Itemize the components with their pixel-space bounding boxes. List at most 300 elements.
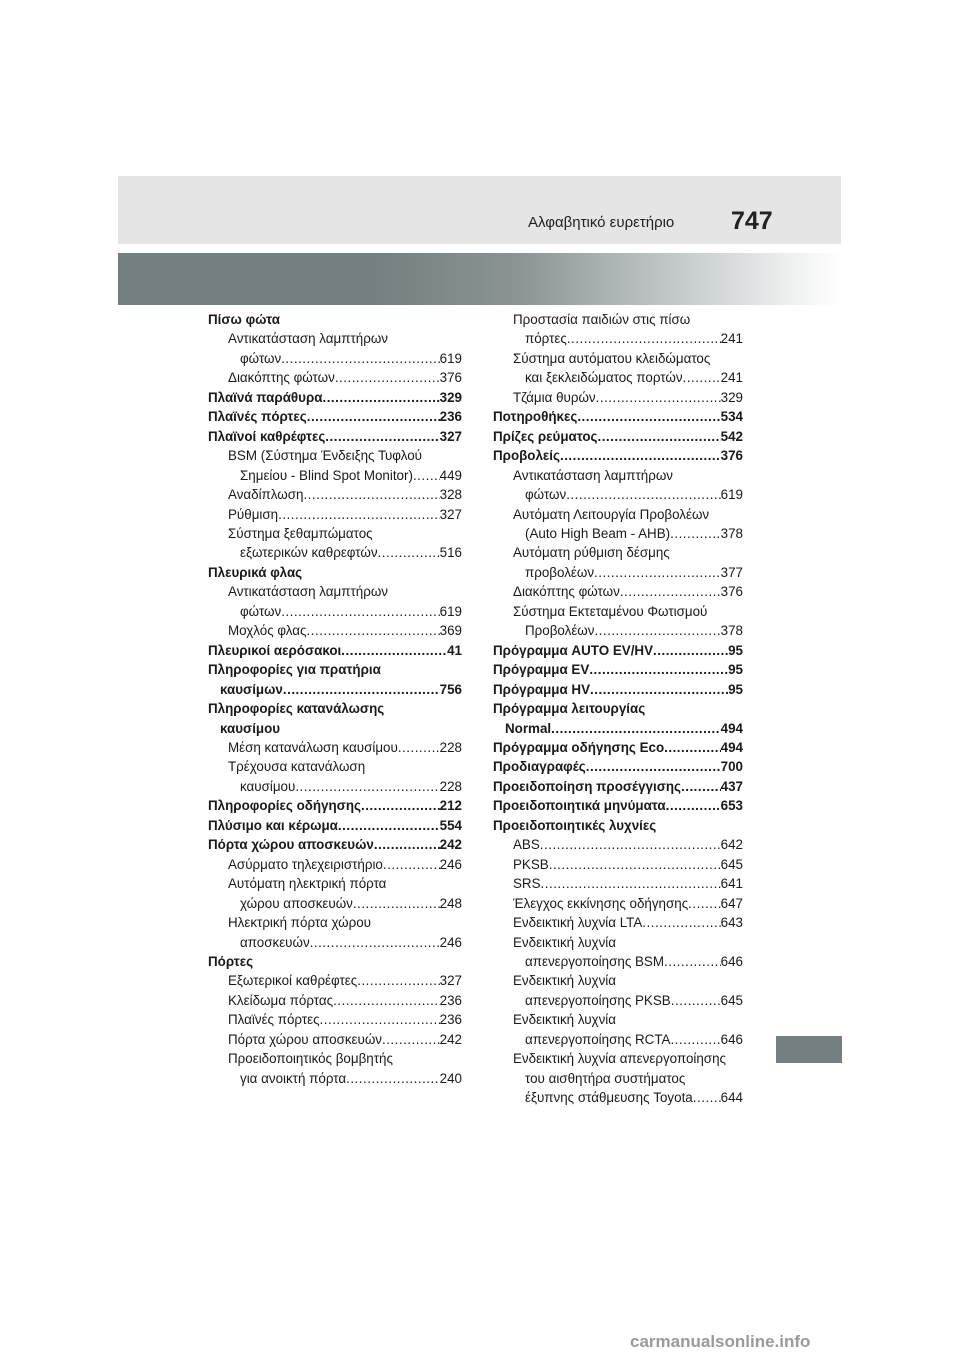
index-term: πόρτες [525,331,567,347]
index-entry [208,641,462,660]
index-entry [208,505,462,524]
index-term: εξωτερικών καθρεφτών [240,545,378,561]
index-term: έξυπνης στάθμευσης Toyota [525,1090,693,1106]
dot-leader [322,388,439,407]
index-entry [493,894,743,913]
index-page-ref: 228 [439,778,462,794]
dot-leader [597,427,720,446]
index-term: Πρόγραμμα EV [493,662,590,678]
index-term: απενεργοποίησης RCTA [525,1031,671,1047]
index-entry [493,777,743,796]
index-entry-line [228,738,462,757]
index-entry-line [228,1069,462,1088]
dot-leader [283,680,440,699]
index-entry-line [513,621,743,640]
index-page-ref: 240 [439,1070,462,1086]
index-page-ref: 376 [720,584,743,600]
index-entry [208,582,462,621]
index-term: (Auto High Beam - AHB) [525,525,671,541]
dot-leader [683,368,721,387]
index-term: Πόρτα χώρου αποσκευών [208,837,374,853]
index-term: Ρύθμιση [228,506,279,522]
index-term: Προειδοποιητικός βομβητής [228,1051,393,1067]
index-term: Ενδεικτική λυχνία [513,973,616,989]
index-entry [493,427,743,446]
index-term: και ξεκλειδώματος πορτών [525,370,683,386]
index-entry [493,680,743,699]
index-entry [493,1049,743,1107]
index-page-ref: 554 [439,817,462,833]
index-entry-line [493,738,743,757]
index-entry [493,796,743,815]
index-page-ref: 542 [720,428,743,444]
dot-leader [281,602,439,621]
index-term: Προδιαγραφές [493,759,586,775]
index-entry-line [228,368,462,387]
index-term: Ενδεικτική λυχνία απενεργοποίησης [513,1051,726,1067]
index-page-ref: 369 [439,623,462,639]
dot-leader [590,680,728,699]
index-term: Αυτόματη Λειτουργία Προβολέων [513,506,710,522]
index-entry [208,329,462,368]
dot-leader [567,329,721,348]
index-term: Πρόγραμμα λειτουργίας [493,701,646,717]
index-term: Πίσω φώτα [208,312,280,327]
index-page-ref: 376 [720,448,743,464]
index-column-right [493,310,743,1108]
index-entry-line [208,835,462,854]
index-page-ref: 228 [439,739,462,755]
index-term: Πλαϊνά παράθυρα [208,389,323,405]
index-term: Προβολέων [525,623,595,639]
index-entry-line [493,757,743,776]
index-term: Πλύσιμο και κέρωμα [208,817,338,833]
index-entry [208,660,462,699]
index-entry-line [513,1088,743,1107]
index-column-left [208,310,462,1088]
index-page-ref: 248 [439,895,462,911]
index-entry-line [513,1030,743,1049]
index-entry [493,660,743,679]
index-entry-line [513,952,743,971]
index-term: Μοχλός φλας [228,623,307,639]
index-entry-line [513,835,743,854]
dot-leader [398,738,440,757]
index-entry-line [513,524,743,543]
index-entry-line [228,971,462,990]
dot-leader [693,1088,721,1107]
index-entry-line [228,602,462,621]
section-gradient-bar [118,253,841,305]
index-page-ref: 376 [439,370,462,386]
index-entry [208,407,462,426]
index-term: Σύστημα αυτόματου κλειδώματος [513,350,711,366]
index-entry-line [493,680,743,699]
index-term: Αυτόματη ρύθμιση δέσμης [513,545,670,561]
dot-leader [586,757,721,776]
index-entry [493,582,743,601]
index-entry-line [513,329,743,348]
index-term: Πρόγραμμα AUTO EV/HV [493,642,654,658]
index-entry-line [513,485,743,504]
index-entry-line [208,796,462,815]
dot-leader [594,621,720,640]
index-entry-line [208,641,462,660]
index-entry-line [228,933,462,952]
index-entry-line [208,680,462,699]
index-page-ref: 236 [439,409,462,425]
index-term: αποσκευών [240,934,310,950]
dot-leader [278,505,440,524]
index-term: Διακόπτης φώτων [513,584,620,600]
index-page-ref: 378 [720,623,743,639]
dot-leader [378,543,440,562]
dot-leader [310,933,440,952]
index-entry [493,933,743,972]
index-page-ref: 700 [720,759,743,775]
index-term: Πληροφορίες κατανάλωσης [208,701,385,717]
index-entry-line [208,388,462,407]
index-term: προβολέων [525,564,595,580]
index-page-ref: 327 [439,973,462,989]
dot-leader [335,368,440,387]
index-entry [208,388,462,407]
index-entry [208,427,462,446]
index-entry [493,388,743,407]
index-entry-line [228,1010,462,1029]
dot-leader [566,485,720,504]
index-page-ref: 242 [439,837,462,853]
index-entry [493,310,743,349]
index-page-ref: 642 [720,837,743,853]
index-page-ref: 619 [439,350,462,366]
index-entry-line [228,894,462,913]
index-entry [493,816,743,835]
index-page-ref: 641 [720,876,743,892]
index-term: Πληροφορίες οδήγησης [208,798,361,814]
dot-leader [551,719,721,738]
index-term: Ενδεικτική λυχνία [513,1012,616,1028]
dot-leader [594,563,721,582]
dot-leader [688,894,720,913]
index-entry [208,485,462,504]
index-page-ref: 377 [720,564,743,580]
index-term: Πλευρικά φλας [208,564,303,580]
dot-leader [325,427,439,446]
index-term: Αντικατάσταση λαμπτήρων [513,467,673,483]
index-entry-line [513,855,743,874]
index-entry [208,796,462,815]
index-term: Προβολείς [493,448,560,464]
index-term: Πρόγραμμα οδήγησης Eco [493,739,665,755]
index-entry-line [513,582,743,601]
index-page-ref: 246 [439,934,462,950]
dot-leader [666,796,721,815]
index-entry [208,757,462,796]
index-term: φώτων [240,603,282,619]
index-page-ref: 327 [439,506,462,522]
dot-leader [341,641,447,660]
index-entry [493,466,743,505]
index-term: BSM (Σύστημα Ένδειξης Τυφλού [228,448,422,464]
index-term: Ασύρματο τηλεχειριστήριο [228,856,383,872]
index-page-ref: 329 [439,389,462,405]
index-entry [493,1010,743,1049]
index-page-ref: 645 [720,856,743,872]
dot-leader [333,991,440,1010]
index-entry [493,971,743,1010]
index-term: Αυτόματη ηλεκτρική πόρτα [228,876,387,892]
index-term: Πλαϊνές πόρτες [208,409,307,425]
index-page-ref: 644 [720,1090,743,1106]
dot-leader [382,1030,440,1049]
dot-leader [596,388,721,407]
index-entry-line [228,855,462,874]
index-term: Normal [505,720,552,736]
index-entry [493,699,743,738]
index-entry-line [513,894,743,913]
dot-leader [361,796,440,815]
index-entry [208,446,462,485]
index-page-ref: 236 [439,1012,462,1028]
index-term: Πλαϊνοί καθρέφτες [208,428,326,444]
index-entry [493,855,743,874]
index-entry [493,641,743,660]
index-term: καυσίμου [240,778,296,794]
index-term: Σημείου - Blind Spot Monitor) [240,467,413,483]
dot-leader [338,816,440,835]
index-page-ref: 242 [439,1031,462,1047]
index-entry-line [208,407,462,426]
index-entry [208,310,462,329]
index-entry-line [208,816,462,835]
index-term: απενεργοποίησης BSM [525,953,665,969]
index-entry [208,563,462,582]
index-entry [493,407,743,426]
index-entry [493,913,743,932]
index-entry [493,738,743,757]
index-term: Προειδοποίηση προσέγγισης [493,778,681,794]
dot-leader [670,1030,720,1049]
index-entry [208,952,462,971]
index-entry-line [513,913,743,932]
index-page-ref: 41 [447,642,462,658]
index-term: Πόρτα χώρου αποσκευών [228,1031,382,1047]
header-title: Αλφαβητικό ευρετήριο [528,214,675,231]
index-term: Μέση κατανάλωση καυσίμου [228,739,398,755]
index-entry-line [493,660,743,679]
dot-leader [664,738,721,757]
index-term: Αναδίπλωση [228,487,304,503]
index-term: Προειδοποιητικές λυχνίες [493,817,657,833]
index-page-ref: 619 [720,487,743,503]
index-term: Προστασία παιδιών στις πίσω [513,312,691,327]
index-page-ref: 95 [728,681,743,697]
index-page-ref: 534 [720,409,743,425]
index-page-ref: 241 [720,370,743,386]
dot-leader [307,621,440,640]
index-entry-line [228,485,462,504]
index-entry [208,971,462,990]
index-page-ref: 378 [720,525,743,541]
index-term: καυσίμου [220,720,281,736]
index-entry-line [228,505,462,524]
index-entry-line [513,368,743,387]
dot-leader [413,466,440,485]
index-term: Ποτηροθήκες [493,409,578,425]
index-entry [208,1030,462,1049]
index-term: Πληροφορίες για πρατήρια [208,662,381,678]
index-page-ref: 95 [728,662,743,678]
dot-leader [281,349,439,368]
index-term: Πρίζες ρεύματος [493,428,598,444]
dot-leader [303,485,439,504]
index-entry [208,855,462,874]
index-page-ref: 494 [720,720,743,736]
index-page-ref: 246 [439,856,462,872]
index-term: καυσίμων [220,681,283,697]
index-term: Αντικατάσταση λαμπτήρων [228,331,388,347]
index-term: Σύστημα ξεθαμπώματος [228,525,373,541]
index-entry [493,835,743,854]
index-term: SRS [513,876,541,892]
index-entry [493,505,743,544]
index-term: Διακόπτης φώτων [228,370,335,386]
index-term: φώτων [525,487,567,503]
index-entry [493,874,743,893]
dot-leader [540,835,721,854]
index-page-ref: 646 [720,953,743,969]
index-page-ref: 494 [720,739,743,755]
index-page-ref: 653 [720,798,743,814]
index-entry [208,913,462,952]
page-number: 747 [731,207,773,235]
dot-leader [642,913,720,932]
index-entry [208,699,462,738]
index-entry [493,349,743,388]
dot-leader [346,1069,440,1088]
index-page-ref: 756 [439,681,462,697]
index-term: Τζάμια θυρών [513,389,596,405]
index-entry [493,446,743,465]
index-entry [208,738,462,757]
index-page-ref: 516 [439,545,462,561]
index-term: Ενδεικτική λυχνία LTA [513,915,643,931]
index-term: Σύστημα Εκτεταμένου Φωτισμού [513,603,708,619]
index-entry [208,835,462,854]
index-term: Ενδεικτική λυχνία [513,934,616,950]
index-entry-line [493,777,743,796]
index-term: ABS [513,837,540,853]
index-entry-line [493,427,743,446]
index-entry-line [208,427,462,446]
index-term: Εξωτερικοί καθρέφτες [228,973,358,989]
index-entry-line [228,621,462,640]
index-entry [493,757,743,776]
index-page-ref: 236 [439,992,462,1008]
index-term: φώτων [240,350,282,366]
index-term: Πρόγραμμα HV [493,681,591,697]
dot-leader [541,874,721,893]
index-page-ref: 95 [728,642,743,658]
dot-leader [374,835,440,854]
dot-leader [671,991,721,1010]
index-page-ref: 437 [720,778,743,794]
index-term: Κλείδωμα πόρτας [228,992,334,1008]
dot-leader [353,894,440,913]
index-entry-line [513,388,743,407]
index-term: απενεργοποίησης PKSB [525,992,671,1008]
index-entry-line [228,1030,462,1049]
index-entry [493,543,743,582]
index-term: PKSB [513,856,549,872]
index-term: Πλαϊνές πόρτες [228,1012,320,1028]
index-term: Πόρτες [208,953,254,969]
index-entry-line [228,543,462,562]
index-entry-line [513,563,743,582]
dot-leader [670,524,721,543]
index-entry [208,816,462,835]
dot-leader [307,407,440,426]
index-entry [208,1049,462,1088]
index-entry-line [228,991,462,1010]
dot-leader [549,855,721,874]
index-entry-line [493,719,743,738]
dot-leader [560,446,721,465]
index-term: Έλεγχος εκκίνησης οδήγησης [513,895,689,911]
index-entry-line [493,641,743,660]
dot-leader [681,777,721,796]
dot-leader [577,407,720,426]
index-entry-line [493,446,743,465]
index-term: χώρου αποσκευών [240,895,353,911]
index-term: Τρέχουσα κατανάλωση [228,759,366,775]
index-entry [208,991,462,1010]
dot-leader [357,971,439,990]
index-entry [208,524,462,563]
watermark-text: carmanualsonline.info [630,1332,811,1351]
index-entry [208,1010,462,1029]
index-term: Προειδοποιητικά μηνύματα [493,798,666,814]
index-page-ref: 329 [720,389,743,405]
index-term: του αισθητήρα συστήματος [525,1070,686,1086]
index-page-ref: 212 [439,798,462,814]
index-entry [493,602,743,641]
index-page-ref: 328 [439,487,462,503]
index-term: Ηλεκτρική πόρτα χώρου [228,915,371,931]
dot-leader [295,777,439,796]
dot-leader [320,1010,440,1029]
index-page-ref: 619 [439,603,462,619]
index-page-ref: 241 [720,331,743,347]
index-term: Πλευρικοί αερόσακοι [208,642,342,658]
index-entry [208,368,462,387]
index-entry-line [228,466,462,485]
dot-leader [664,952,721,971]
index-entry-line [493,407,743,426]
thumb-index-tab [776,1036,842,1063]
dot-leader [620,582,721,601]
dot-leader [383,855,440,874]
index-page-ref: 647 [720,895,743,911]
index-term: για ανοικτή πόρτα [240,1070,347,1086]
index-entry-line [513,874,743,893]
index-page-ref: 449 [439,467,462,483]
index-page-ref: 327 [439,428,462,444]
index-term: Αντικατάσταση λαμπτήρων [228,584,388,600]
dot-leader [653,641,728,660]
index-page-ref: 645 [720,992,743,1008]
